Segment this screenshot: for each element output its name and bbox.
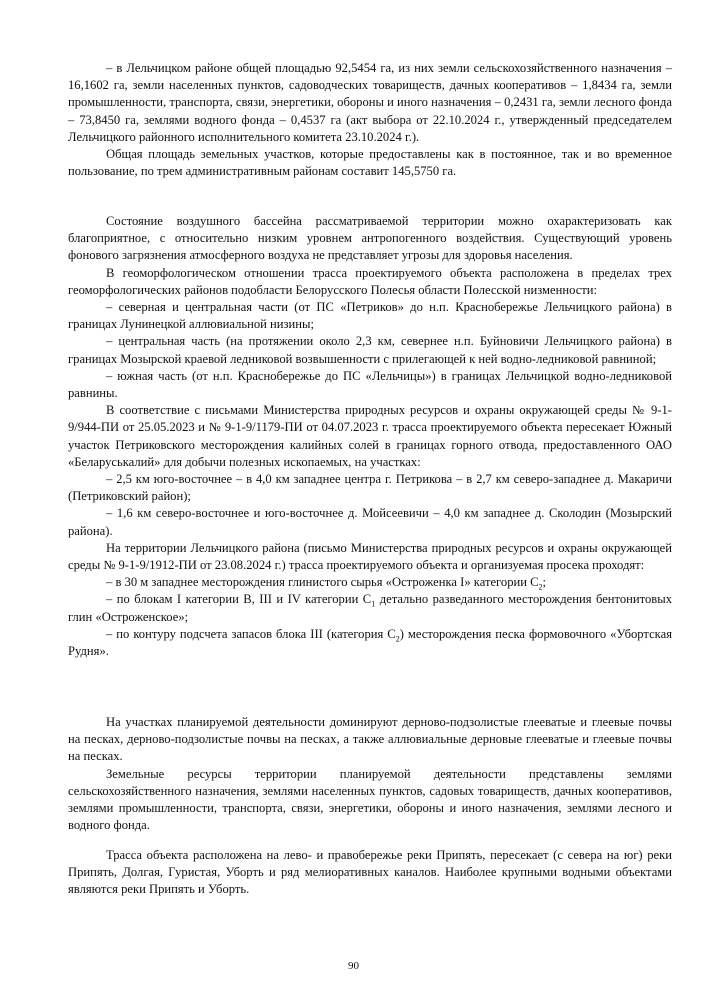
paragraph-geomorphology: В геоморфологическом отношении трасса проектируемого объекта расположена в пределах трех геоморфологических районов подобласти Белорусского Полесья области Полесской низменности: xyxy=(68,265,672,297)
paragraph-total-area: Общая площадь земельных участков, которые предоставлены как в постоянное, так и во временное пользование, по трем административным районам составит 145,5750 га. xyxy=(68,147,672,179)
paragraph-soils: На участках планируемой деятельности доминируют дерново-подзолистые глееватые и глеевые почвы на песках, дерново-подзолистые почвы на песках, а также аллювиальные дерновые глееватые и глеевые почвы на песках. xyxy=(68,715,672,764)
list-item-petrikov-site: – 2,5 км юго-восточнее – в 4,0 км западнее центра г. Петрикова – в 2,7 км северо-западнее д. Макаричи (Петриковский район); xyxy=(68,472,672,504)
soil-resources-section xyxy=(68,714,672,834)
paragraph-land-resources: Земельные ресурсы территории планируемой деятельности представлены землями сельскохозяйственного назначения, землями населенных пунктов, садовых товариществ, дачных кооперативов, землями промышленности, транспорта, связи, энергетики, обороны и иного назначения, землями лесного и водного фонда. xyxy=(68,766,672,833)
air-geomorphology-section xyxy=(68,213,672,660)
list-item-clay-deposit: – в 30 м западнее месторождения глинистого сырья «Остроженка I» категории $С_2$; xyxy=(106,575,547,592)
list-item-sand-deposit: – по контуру подсчета запасов блока III (категория $С_2$) месторождения песка формовочного «Убортская Рудня». xyxy=(68,626,672,659)
list-item-central-part: – центральная часть (на протяжении около 2,3 км, севернее н.п. Буйновичи Лельчицкого района) в границах Мозырской краевой ледниковой возвышенности с прилегающей к ней водно-ледниковой равниной; xyxy=(68,334,672,366)
list-item-north-part: – северная и центральная части (от ПС «Петриков» до н.п. Красноберeжье Лельчицкого района) в границах Лунинецкой аллювиальной низины; xyxy=(68,300,672,332)
water-section xyxy=(68,847,672,899)
paragraph-air-basin: Состояние воздушного бассейна рассматриваемой территории можно охарактеризовать как благоприятное, с относительно низким уровнем антропогенного воздействия. Существующий уровень фонового загрязнения атмосферного воздуха не представляет угрозы для здоровья населения. xyxy=(68,214,672,263)
list-item-mozyr-site: – 1,6 км северо-восточнее и юго-восточнее д. Мойсеевичи – 4,0 км западнее д. Сколодин (Мозырский района). xyxy=(68,506,672,538)
paragraph-ministry-letters: В соответствие с письмами Министерства природных ресурсов и охраны окружающей среды № 9-1-9/944-ПИ от 25.05.2023 и № 9-1-9/1179-ПИ от 04.07.2023 г. трасса проектируемого объекта пересекает Южный участок Петриковского месторождения калийных солей в границах горного отвода, предоставленного ОАО «Беларуськалий» для добычи полезных ископаемых, на участках: xyxy=(68,403,672,469)
list-item-south-part: – южная часть (от н.п. Краснобережье до ПС «Лельчицы») в границах Лельчицкой водно-ледниковой равнины. xyxy=(68,368,672,401)
paragraph-rivers: Трасса объекта расположена на лево- и правобережье реки Припять, пересекает (с севера на юг) реки Припять, Долгая, Гуристая, Уборть и ряд мелиоративных каналов. Наиболее крупными водными объектами являются реки Припять и Уборть. xyxy=(68,848,672,897)
page-number: 90 xyxy=(348,960,359,972)
list-item-bentonite-deposit: – по блокам I категории В, III и IV категории $С_1$ детально разведанного месторождения бентонитовых глин «Остроженское»; xyxy=(68,592,672,624)
land-area-section xyxy=(68,60,672,180)
paragraph-lelchitsy-land: – в Лельчицком районе общей площадью 92,5454 га, из них земли сельскохозяйственного назначения –16,1602 га, земли населенных пунктов, садоводческих товариществ, дачных кооперативов – 1,8434 га, земли промышленности, транспорта, связи, энергетики, обороны и иного назначения – 0,2431 га, земли лесного фонда – 73,8450 га, землями водного фонда – 0,4537 га (акт выбора от 22.10.2024 г., утвержденный председателем Лельчицкого районного исполнительного комитета 23.10.2024 г.). xyxy=(68,61,672,144)
paragraph-lelchitsy-territory: На территории Лельчицкого района (письмо Министерства природных ресурсов и охраны окружающей среды № 9-1-9/1912-ПИ от 23.08.2024 г.) трасса проектируемого объекта и организуемая просека проходят: xyxy=(68,540,672,573)
